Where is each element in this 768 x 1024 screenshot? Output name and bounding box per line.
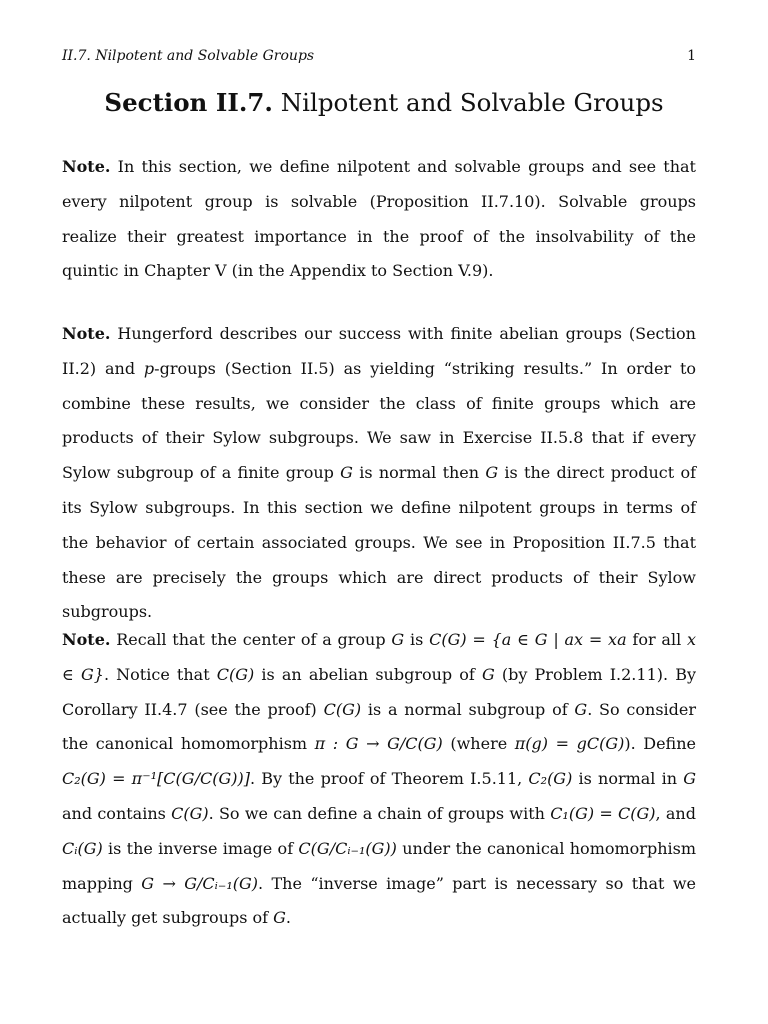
- note-paragraph-2: [62, 317, 696, 630]
- math-expression: π : G → G/C(G): [314, 734, 443, 754]
- note-text: is: [404, 630, 430, 649]
- note-text: ). Define: [624, 734, 696, 754]
- note-text: . So we can define a chain of groups with: [208, 803, 551, 823]
- note-paragraph-1: [62, 150, 696, 289]
- note-text: Hungerford describes our success with finite abelian groups (Section II.2) and: [62, 324, 696, 378]
- math-expression: C₂(G): [528, 769, 573, 789]
- note-text: is a normal subgroup of: [361, 699, 575, 719]
- math-expression: C(G/Cᵢ₋₁(G)): [298, 838, 397, 858]
- note-text: for all: [626, 630, 687, 649]
- note-text: -groups (Section II.5) as yielding “striking results.” In order to combine these results, we consider the class of finite groups which are products of their Sylow subgroups. We saw in Exercise II.5.8 that if every Sylow subgroup of a finite group: [62, 358, 697, 483]
- math-expression: C(G) = {a ∈ G | ax = xa: [429, 630, 627, 649]
- running-head-title: II.7. Nilpotent and Solvable Groups: [62, 48, 315, 64]
- note-text: Recall that the center of a group: [116, 630, 392, 649]
- math-expression: G → G/Cᵢ₋₁(G): [141, 873, 258, 893]
- note-text: is the inverse image of: [102, 838, 299, 858]
- math-expression: G: [273, 908, 286, 928]
- page-number: 1: [687, 48, 696, 64]
- math-expression: C(G): [323, 699, 362, 719]
- math-expression: G: [391, 630, 405, 649]
- note-text: and contains: [62, 803, 172, 823]
- note-text: . Notice that: [103, 664, 217, 684]
- note-label: Note.: [62, 324, 111, 343]
- note-text: .: [285, 908, 291, 928]
- note-text: is normal in: [572, 769, 684, 789]
- running-head: [62, 46, 696, 66]
- math-expression: G: [574, 699, 588, 719]
- note-text: . So consider the canonical homomorphism: [62, 699, 696, 754]
- note-label: Note.: [62, 157, 111, 176]
- note-text: is an abelian subgroup of: [254, 664, 482, 684]
- note-text: is the direct product of its Sylow subgroups. In this section we define nilpotent groups in terms of the behavior of certain associated groups. We see in Proposition II.7.5 that these are precisely the groups which are direct products of their Sylow subgroups.: [62, 463, 696, 622]
- note-paragraph-3: [62, 623, 696, 936]
- note-text: In this section, we define nilpotent and solvable groups and see that every nilpotent group is solvable (Proposition II.7.10). Solvable groups realize their greatest importance in the proof of the insolvability of the quintic in Chapter V (in the Appendix to Section V.9).: [62, 157, 696, 281]
- math-variable: G: [340, 463, 353, 483]
- math-expression: C(G): [171, 803, 209, 823]
- math-expression: x ∈ G}: [62, 630, 697, 684]
- note-text: . The “inverse image” part is necessary so that we actually get subgroups of: [62, 873, 696, 928]
- note-label: Note.: [62, 630, 111, 649]
- note-text: , and: [655, 803, 696, 823]
- math-expression: C(G): [216, 664, 255, 684]
- math-expression: π(g) = gC(G): [514, 734, 625, 754]
- section-name: Nilpotent and Solvable Groups: [280, 88, 664, 117]
- note-text: (by Problem I.2.11). By Corollary II.4.7 (see the proof): [62, 664, 697, 719]
- note-text: . By the proof of Theorem I.5.11,: [249, 769, 529, 789]
- math-expression: Cᵢ(G): [62, 838, 103, 858]
- math-expression: C₁(G) = C(G): [550, 803, 656, 823]
- math-expression: G: [481, 664, 495, 684]
- note-text: (where: [442, 734, 515, 754]
- math-expression: G: [683, 769, 696, 789]
- math-variable: p: [143, 358, 155, 378]
- section-title: [0, 86, 768, 120]
- section-label: Section II.7.: [104, 88, 273, 117]
- note-text: under the canonical homomorphism mapping: [62, 838, 696, 893]
- math-variable: G: [485, 463, 499, 483]
- note-text: is normal then: [352, 463, 486, 483]
- math-expression: C₂(G) = π⁻¹[C(G/C(G))]: [62, 769, 250, 789]
